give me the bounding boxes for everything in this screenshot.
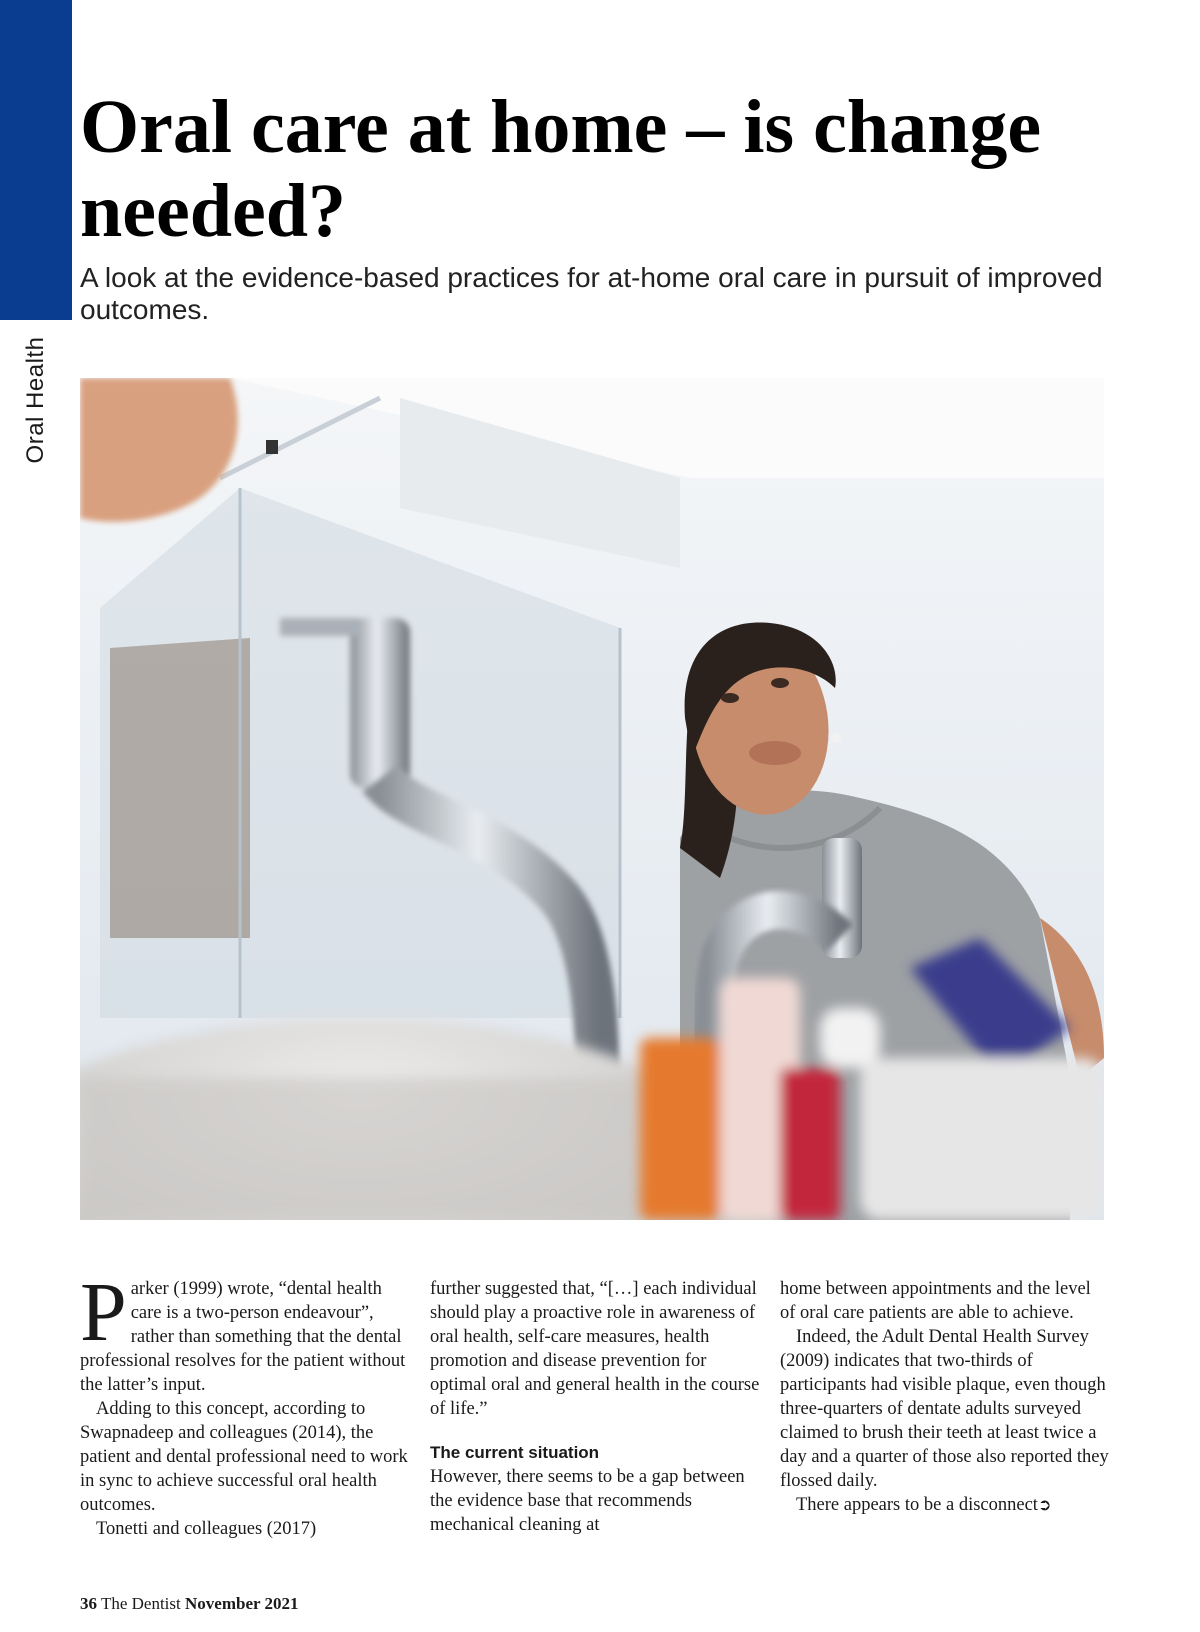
paragraph: further suggested that, “[…] each individual should play a proactive role in awareness of oral health, self-care measures, health promotion and disease prevention for optimal oral and general health in the course of life.” (430, 1279, 760, 1419)
section-label: Oral Health (22, 336, 49, 464)
paragraph: home between appointments and the level of oral care patients are able to achieve. (780, 1279, 1091, 1323)
hero-photo (80, 378, 1104, 1220)
paragraph: Adding to this concept, according to Swapnadeep and colleagues (2014), the patient and dental professional need to work in sync to achieve successful oral health outcomes. (80, 1399, 408, 1515)
headline: Oral care at home – is change needed? (80, 85, 1042, 253)
paragraph: However, there seems to be a gap between the evidence base that recommends mechanical cleaning at (430, 1467, 745, 1535)
paragraph (80, 1266, 410, 1397)
article-column-3 (780, 1277, 1110, 1517)
paragraph-text: arker (1999) wrote, “dental health care is a two-person endeavour”, rather than something that the dental professional resolves for the patient without the latter’s input. (80, 1279, 406, 1395)
section-color-bar (0, 0, 72, 320)
subheading: The current situation (430, 1443, 600, 1462)
standfirst: A look at the evidence-based practices for at-home oral care in pursuit of improved outcomes. (80, 262, 1103, 325)
issue-date: November 2021 (185, 1594, 299, 1613)
magazine-name: The Dentist (100, 1594, 181, 1613)
article-column-2 (430, 1277, 760, 1537)
drop-cap: P (80, 1266, 127, 1359)
paragraph: Indeed, the Adult Dental Health Survey (2009) indicates that two-thirds of participants had visible plaque, even though three-quarters of dentate adults surveyed claimed to brush their teeth at least twice a day and a quarter of those also reported they flossed daily. (780, 1327, 1109, 1491)
paragraph (780, 1493, 1110, 1517)
paragraph: Tonetti and colleagues (2017) (96, 1519, 317, 1539)
continue-arrow-icon: ➲ (1037, 1495, 1052, 1514)
page-footer (80, 1594, 298, 1614)
page-number: 36 (80, 1594, 97, 1613)
article-column-1 (80, 1266, 410, 1541)
paragraph-text: There appears to be a disconnect (796, 1495, 1038, 1515)
